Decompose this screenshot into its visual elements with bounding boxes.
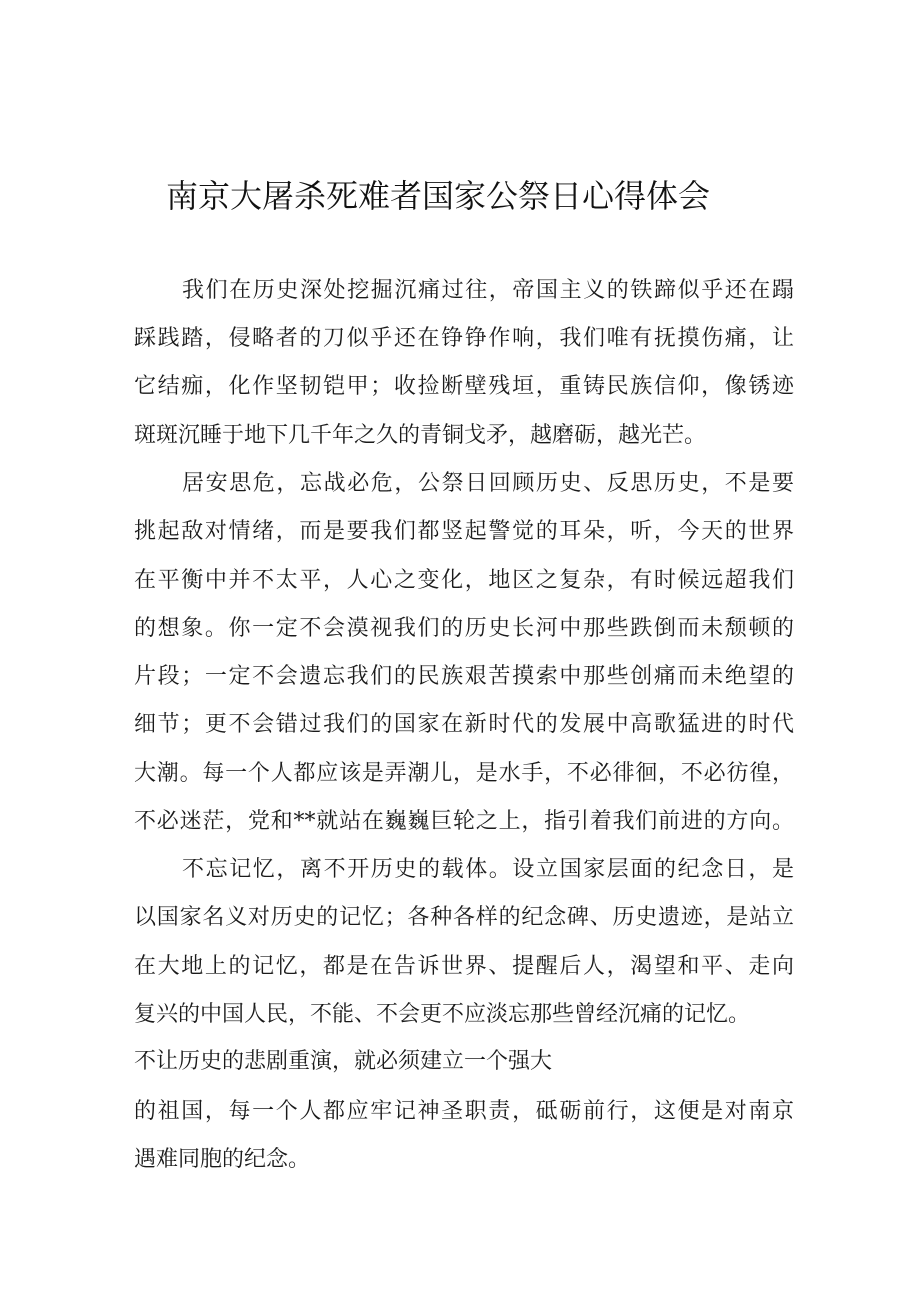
body-line: 不让历史的悲剧重演，就必须建立一个强大 <box>134 1049 553 1074</box>
body-line: 不忘记忆，离不开历史的载体。设立国家层面的纪念日，是 <box>182 857 794 882</box>
body-line: 不必迷茫，党和**就站在巍巍巨轮之上，指引着我们前进的方向。 <box>134 809 794 834</box>
body-line: 以国家名义对历史的记忆；各种各样的纪念碑、历史遗迹，是站立 <box>134 905 794 930</box>
body-line: 我们在历史深处挖掘沉痛过往，帝国主义的铁蹄似乎还在蹋 <box>182 278 794 303</box>
body-line: 复兴的中国人民，不能、不会更不应淡忘那些曾经沉痛的记忆。 <box>134 1002 751 1027</box>
body-line: 的祖国，每一个人都应牢记神圣职责，砥砺前行，这便是对南京 <box>134 1099 794 1124</box>
body-line: 在大地上的记忆，都是在告诉世界、提醒后人，渴望和平、走向 <box>134 954 794 979</box>
body-line: 遇难同胞的纪念。 <box>134 1147 311 1172</box>
body-line: 在平衡中并不太平，人心之变化，地区之复杂，有时候远超我们 <box>134 568 794 593</box>
body-line: 它结痂，化作坚韧铠甲；收捡断壁残垣，重铸民族信仰，像锈迹 <box>134 374 794 399</box>
body-line: 挑起敌对情绪，而是要我们都竖起警觉的耳朵，听，今天的世界 <box>134 519 794 544</box>
body-line: 踩践踏，侵略者的刀似乎还在铮铮作响，我们唯有抚摸伤痛，让 <box>134 326 794 351</box>
body-line: 片段；一定不会遗忘我们的民族艰苦摸索中那些创痛而未绝望的 <box>134 664 794 689</box>
body-line: 斑斑沉睡于地下几千年之久的青铜戈矛，越磨砺，越光芒。 <box>134 423 707 448</box>
body-line: 居安思危，忘战必危，公祭日回顾历史、反思历史，不是要 <box>182 471 794 496</box>
document-title: 南京大屠杀死难者国家公祭日心得体会 <box>165 177 710 215</box>
body-line: 大潮。每一个人都应该是弄潮儿，是水手，不必徘徊，不必彷徨， <box>134 761 794 786</box>
body-line: 的想象。你一定不会漠视我们的历史长河中那些跌倒而未颓顿的 <box>134 616 794 641</box>
body-line: 细节；更不会错过我们的国家在新时代的发展中高歌猛进的时代 <box>134 712 794 737</box>
